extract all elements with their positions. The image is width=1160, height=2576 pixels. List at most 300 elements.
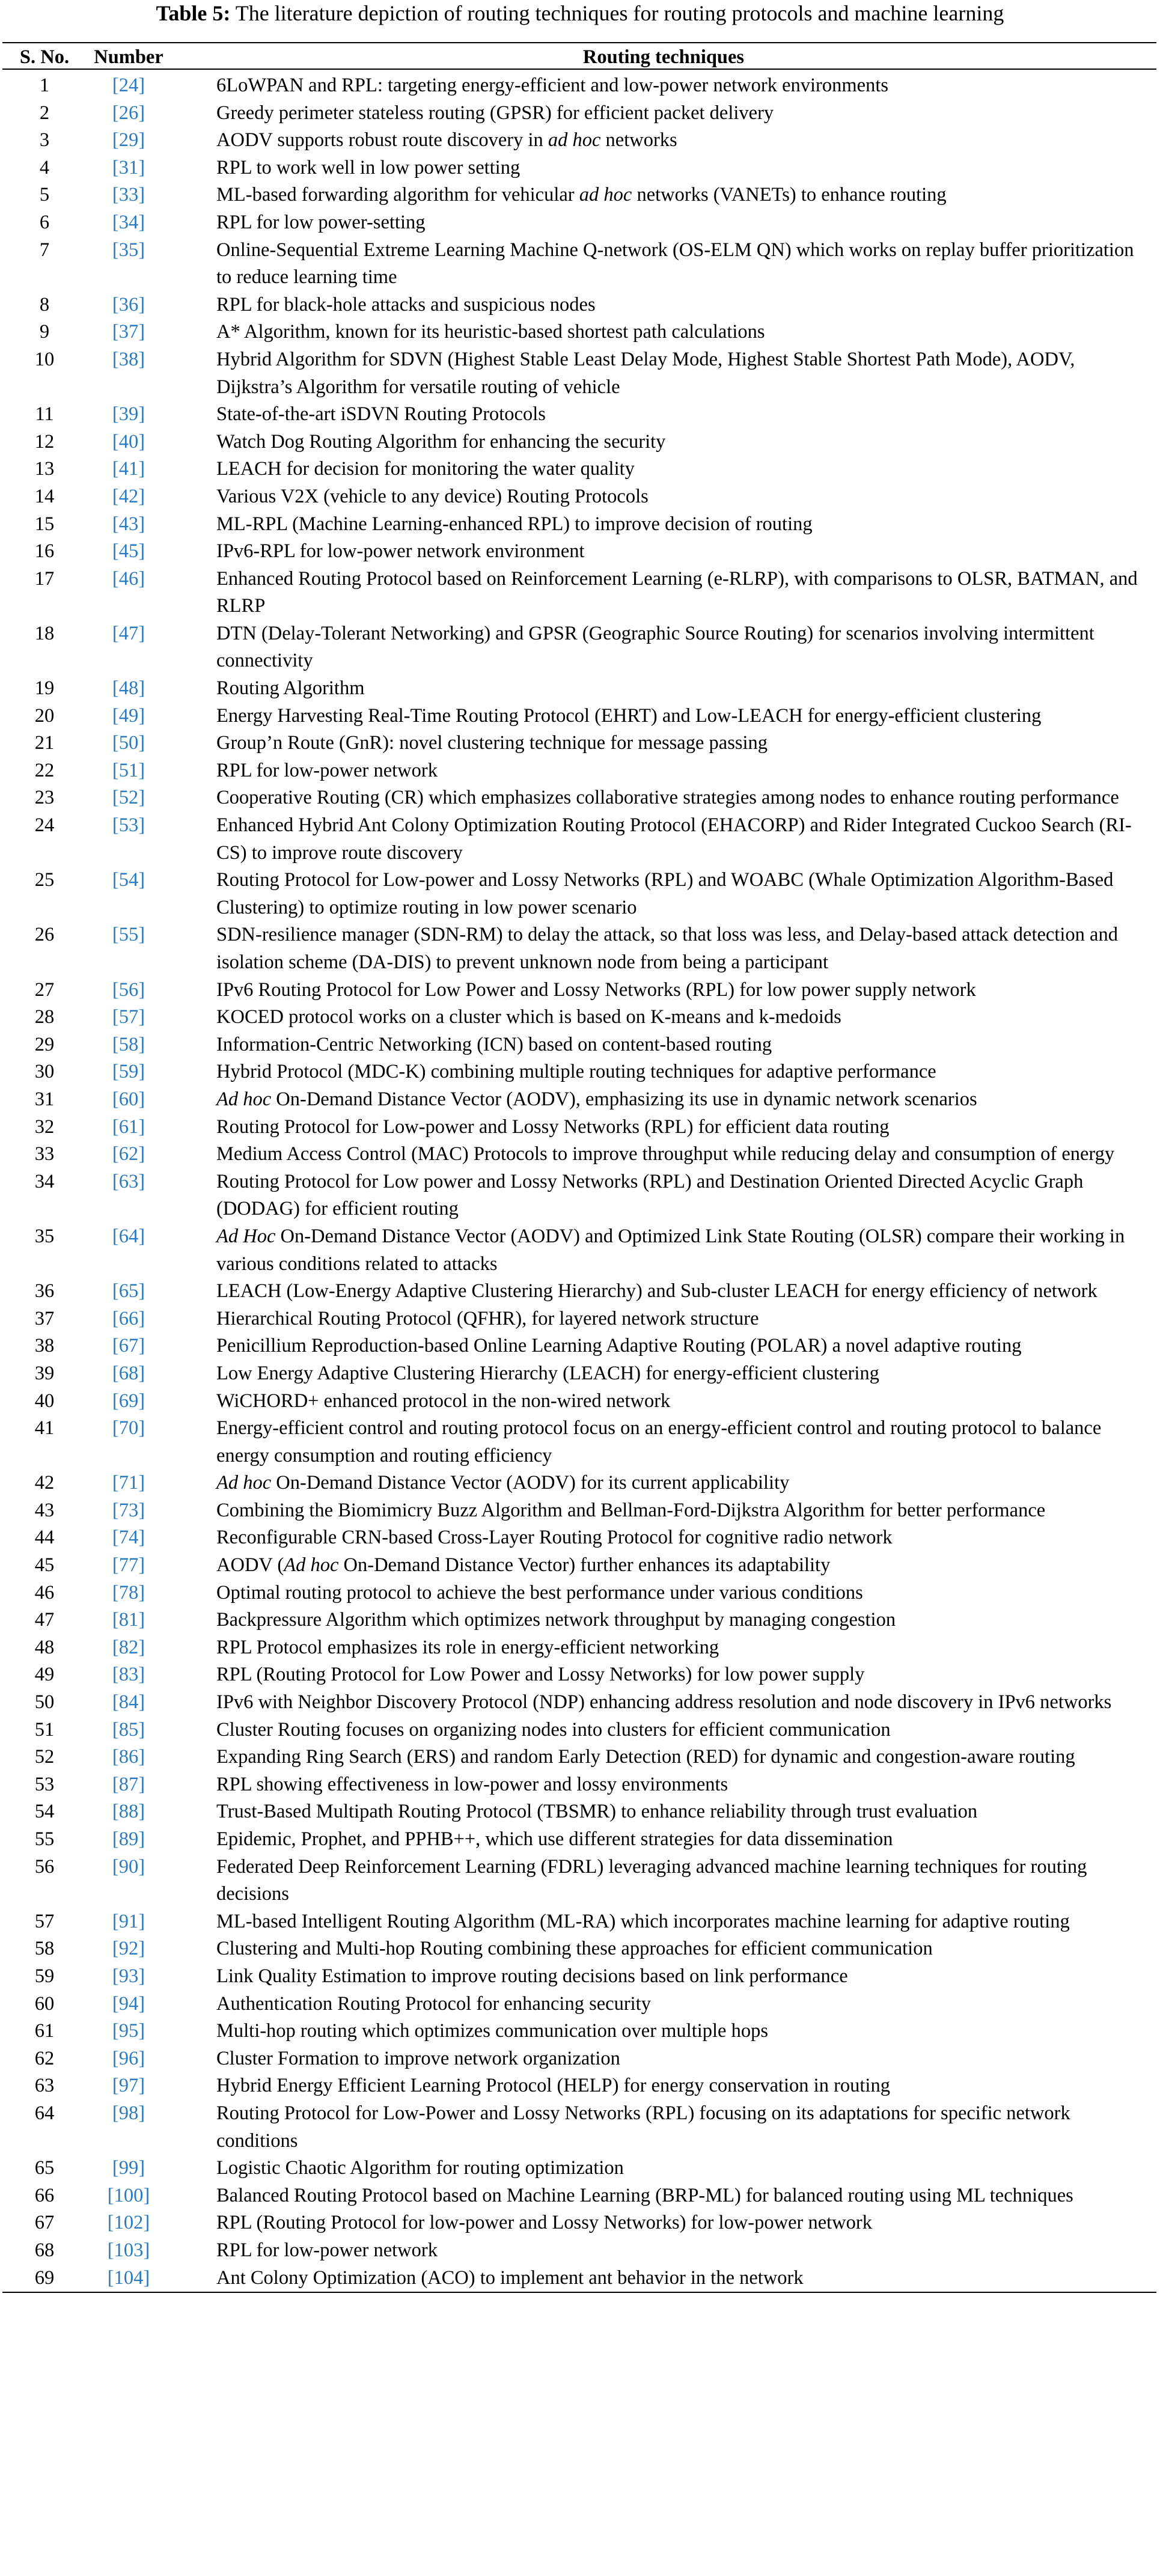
table-row <box>2 1168 1156 1223</box>
reference-link[interactable]: 49 <box>118 704 139 727</box>
row-routing-technique: Hybrid Protocol (MDC-K) combining multiple routing techniques for adaptive performance <box>216 1061 936 1083</box>
reference-link[interactable]: 87 <box>118 1773 139 1795</box>
row-serial-number: 8 <box>39 293 50 316</box>
table-row <box>2 1689 1156 1717</box>
row-reference-cell: [33] <box>112 184 145 206</box>
reference-link[interactable]: 39 <box>118 403 139 426</box>
row-reference-cell: [52] <box>112 787 145 809</box>
table-caption <box>0 1 1160 25</box>
table-row <box>2 784 1156 812</box>
reference-link[interactable]: 83 <box>118 1664 139 1686</box>
reference-link[interactable]: 40 <box>118 430 139 453</box>
row-reference-cell: [49] <box>112 704 145 727</box>
table-row <box>2 1305 1156 1333</box>
row-reference-cell: [35] <box>112 239 145 261</box>
row-routing-technique: ML-RPL (Machine Learning-enhanced RPL) to improve decision of routing <box>216 513 813 535</box>
row-routing-technique: Multi-hop routing which optimizes communication over multiple hops <box>216 2020 768 2042</box>
row-routing-technique: Hierarchical Routing Protocol (QFHR), for layered network structure <box>216 1307 759 1329</box>
table-row <box>2 757 1156 785</box>
reference-link[interactable]: 88 <box>118 1801 139 1823</box>
row-routing-technique: Optimal routing protocol to achieve the best performance under various conditions <box>216 1581 863 1604</box>
table-row <box>2 2045 1156 2073</box>
row-serial-number: 56 <box>34 1855 55 1878</box>
table-row <box>2 1963 1156 1991</box>
row-routing-technique: Backpressure Algorithm which optimizes network throughput by managing congestion <box>216 1609 896 1631</box>
reference-link[interactable]: 98 <box>118 2102 139 2124</box>
reference-link[interactable]: 58 <box>118 1033 139 1055</box>
table-row <box>2 1114 1156 1141</box>
reference-link[interactable]: 35 <box>118 239 139 261</box>
row-routing-technique: Cluster Formation to improve network organization <box>216 2047 620 2069</box>
row-routing-technique: Reconfigurable CRN-based Cross-Layer Routing Protocol for cognitive radio network <box>216 1527 893 1549</box>
table-row <box>2 1744 1156 1771</box>
row-serial-number: 62 <box>34 2047 55 2069</box>
row-routing-technique: RPL Protocol emphasizes its role in energy-efficient networking <box>216 1636 719 1658</box>
row-serial-number: 53 <box>34 1773 55 1795</box>
table-row <box>2 921 1156 976</box>
row-serial-number: 47 <box>34 1609 55 1631</box>
reference-link[interactable]: 38 <box>118 348 139 370</box>
row-serial-number: 25 <box>34 869 55 891</box>
row-serial-number: 29 <box>34 1033 55 1055</box>
reference-link[interactable]: 56 <box>118 978 139 1001</box>
row-serial-number: 66 <box>34 2184 55 2206</box>
row-serial-number: 2 <box>39 102 50 124</box>
row-routing-technique: Group’n Route (GnR): novel clustering technique for message passing <box>216 732 768 754</box>
caption-text: The literature depiction of routing techniques for routing protocols and machine learning <box>235 1 1004 25</box>
row-routing-technique: Medium Access Control (MAC) Protocols to improve throughput while reducing delay and consumption of energy <box>216 1143 1115 1165</box>
row-serial-number: 48 <box>34 1636 55 1658</box>
table-row <box>2 1278 1156 1305</box>
row-routing-technique: RPL for low-power network <box>216 2239 438 2261</box>
row-serial-number: 37 <box>34 1307 55 1329</box>
table-row <box>2 127 1156 154</box>
row-reference-cell: [89] <box>112 1828 145 1850</box>
row-routing-technique: AODV supports robust route discovery in ad hoc networks <box>216 129 677 151</box>
row-serial-number: 68 <box>34 2239 55 2261</box>
row-serial-number: 3 <box>39 129 50 151</box>
reference-link[interactable]: 77 <box>118 1554 139 1576</box>
reference-link[interactable]: 73 <box>118 1499 139 1521</box>
row-routing-technique: Online-Sequential Extreme Learning Machine Q-network (OS-ELM QN) which works on replay buffer prioritization to reduce learning time <box>216 239 1134 288</box>
reference-link[interactable]: 63 <box>118 1170 139 1192</box>
row-routing-technique: Federated Deep Reinforcement Learning (FDRL) leveraging advanced machine learning techniques for routing decisions <box>216 1855 1087 1905</box>
row-routing-technique: Ad hoc On-Demand Distance Vector (AODV) for its current applicability <box>216 1472 790 1494</box>
row-serial-number: 38 <box>34 1335 55 1357</box>
row-reference-cell: [73] <box>112 1499 145 1521</box>
table-row <box>2 182 1156 209</box>
row-routing-technique: Routing Protocol for Low-power and Lossy Networks (RPL) and WOABC (Whale Optimization Algorithm-Based Clustering) to optimize routing in low power scenario <box>216 869 1114 918</box>
reference-link[interactable]: 31 <box>118 156 139 179</box>
row-routing-technique: Ad hoc On-Demand Distance Vector (AODV), emphasizing its use in dynamic network scenarios <box>216 1088 977 1110</box>
table-row <box>2 154 1156 182</box>
row-routing-technique: Information-Centric Networking (ICN) based on content-based routing <box>216 1033 772 1055</box>
row-routing-technique: Routing Protocol for Low power and Lossy Networks (RPL) and Destination Oriented Directed Acyclic Graph (DODAG) for efficient routing <box>216 1170 1084 1220</box>
reference-link[interactable]: 60 <box>118 1088 139 1110</box>
reference-link[interactable]: 61 <box>118 1116 139 1138</box>
row-reference-cell: [26] <box>112 102 145 124</box>
row-reference-cell: [78] <box>112 1581 145 1604</box>
row-routing-technique: RPL for black-hole attacks and suspicious nodes <box>216 293 596 316</box>
reference-link[interactable]: 67 <box>118 1335 139 1357</box>
row-serial-number: 19 <box>34 677 55 700</box>
reference-link[interactable]: 62 <box>118 1143 139 1165</box>
row-routing-technique: Energy Harvesting Real-Time Routing Protocol (EHRT) and Low-LEACH for energy-efficient clustering <box>216 704 1042 727</box>
row-reference-cell: [61] <box>112 1116 145 1138</box>
row-reference-cell: [68] <box>112 1362 145 1384</box>
table-row <box>2 319 1156 346</box>
table-row <box>2 69 1156 100</box>
row-routing-technique: Low Energy Adaptive Clustering Hierarchy (LEACH) for energy-efficient clustering <box>216 1362 879 1384</box>
row-routing-technique: Enhanced Routing Protocol based on Reinforcement Learning (e-RLRP), with comparisons to OLSR, BATMAN, and RLRP <box>216 567 1138 617</box>
table-row <box>2 100 1156 127</box>
row-serial-number: 39 <box>34 1362 55 1384</box>
row-serial-number: 43 <box>34 1499 55 1521</box>
table-row <box>2 1552 1156 1579</box>
row-serial-number: 11 <box>35 403 54 426</box>
table-row <box>2 620 1156 675</box>
reference-link[interactable]: 71 <box>118 1472 139 1494</box>
row-serial-number: 30 <box>34 1061 55 1083</box>
row-reference-cell: [103] <box>107 2239 150 2261</box>
table-row <box>2 1634 1156 1662</box>
reference-link[interactable]: 33 <box>118 184 139 206</box>
row-reference-cell: [104] <box>107 2266 150 2289</box>
row-reference-cell: [95] <box>112 2020 145 2042</box>
row-routing-technique: 6LoWPAN and RPL: targeting energy-efficient and low-power network environments <box>216 75 888 96</box>
table-row <box>2 2237 1156 2265</box>
row-serial-number: 16 <box>34 540 55 563</box>
row-serial-number: 27 <box>34 978 55 1001</box>
table-row <box>2 1935 1156 1963</box>
table-row <box>2 566 1156 620</box>
reference-link[interactable]: 78 <box>118 1581 139 1604</box>
row-serial-number: 20 <box>34 704 55 727</box>
row-reference-cell: [74] <box>112 1527 145 1549</box>
row-routing-technique: RPL for low power-setting <box>216 211 426 233</box>
reference-link[interactable]: 51 <box>118 759 139 781</box>
row-reference-cell: [90] <box>112 1855 145 1878</box>
row-routing-technique: AODV (Ad hoc On-Demand Distance Vector) further enhances its adaptability <box>216 1554 831 1576</box>
row-routing-technique: A* Algorithm, known for its heuristic-based shortest path calculations <box>216 321 765 343</box>
row-serial-number: 22 <box>34 759 55 781</box>
row-reference-cell: [62] <box>112 1143 145 1165</box>
row-serial-number: 4 <box>39 156 50 179</box>
row-serial-number: 24 <box>34 814 55 837</box>
row-routing-technique: Combining the Biomimicry Buzz Algorithm and Bellman-Ford-Dijkstra Algorithm for better performance <box>216 1499 1046 1521</box>
row-serial-number: 61 <box>34 2020 55 2042</box>
row-serial-number: 63 <box>34 2075 55 2097</box>
row-serial-number: 7 <box>39 239 50 261</box>
row-serial-number: 18 <box>34 622 55 644</box>
row-routing-technique: Various V2X (vehicle to any device) Routing Protocols <box>216 485 649 507</box>
row-reference-cell: [43] <box>112 513 145 535</box>
row-reference-cell: [57] <box>112 1006 145 1028</box>
row-serial-number: 40 <box>34 1390 55 1412</box>
table-row <box>2 209 1156 237</box>
row-serial-number: 1 <box>39 75 50 96</box>
row-serial-number: 46 <box>34 1581 55 1604</box>
reference-link[interactable]: 84 <box>118 1691 139 1714</box>
row-reference-cell: [65] <box>112 1280 145 1302</box>
row-reference-cell: [102] <box>107 2212 150 2234</box>
reference-link[interactable]: 57 <box>118 1006 139 1028</box>
header-routing-techniques: Routing techniques <box>582 46 745 68</box>
reference-link[interactable]: 104 <box>114 2266 144 2289</box>
table-row <box>2 1991 1156 2018</box>
table-row <box>2 1854 1156 1908</box>
reference-link[interactable]: 82 <box>118 1636 139 1658</box>
table-row <box>2 1058 1156 1086</box>
reference-link[interactable]: 42 <box>118 485 139 507</box>
row-routing-technique: IPv6 Routing Protocol for Low Power and Lossy Networks (RPL) for low power supply network <box>216 978 976 1001</box>
table-row <box>2 291 1156 319</box>
reference-link[interactable]: 34 <box>118 211 139 233</box>
row-routing-technique: Energy-efficient control and routing protocol focus on an energy-efficient control and routing protocol to balance energy consumption and routing efficiency <box>216 1417 1102 1467</box>
row-routing-technique: Greedy perimeter stateless routing (GPSR) for efficient packet delivery <box>216 102 774 124</box>
reference-link[interactable]: 26 <box>118 102 139 124</box>
row-serial-number: 45 <box>34 1554 55 1576</box>
table-row <box>2 1415 1156 1470</box>
row-serial-number: 13 <box>34 458 55 480</box>
row-reference-cell: [47] <box>112 622 145 644</box>
reference-link[interactable]: 65 <box>118 1280 139 1302</box>
row-routing-technique: IPv6 with Neighbor Discovery Protocol (NDP) enhancing address resolution and node discovery in IPv6 networks <box>216 1691 1112 1714</box>
row-routing-technique: Epidemic, Prophet, and PPHB++, which use different strategies for data dissemination <box>216 1828 893 1850</box>
routing-techniques-table <box>2 42 1156 2293</box>
reference-link[interactable]: 74 <box>118 1527 139 1549</box>
row-reference-cell: [83] <box>112 1664 145 1686</box>
row-reference-cell: [87] <box>112 1773 145 1795</box>
row-routing-technique: RPL to work well in low power setting <box>216 156 520 179</box>
table-row <box>2 1717 1156 1744</box>
row-routing-technique: WiCHORD+ enhanced protocol in the non-wired network <box>216 1390 671 1412</box>
reference-link[interactable]: 91 <box>118 1910 139 1932</box>
row-reference-cell: [84] <box>112 1691 145 1714</box>
reference-link[interactable]: 103 <box>114 2239 144 2261</box>
reference-link[interactable]: 85 <box>118 1718 139 1741</box>
reference-link[interactable]: 41 <box>118 458 139 480</box>
reference-link[interactable]: 94 <box>118 1992 139 2015</box>
row-routing-technique: Routing Protocol for Low-Power and Lossy Networks (RPL) focusing on its adaptations for specific network conditions <box>216 2102 1070 2152</box>
reference-link[interactable]: 97 <box>118 2075 139 2097</box>
row-reference-cell: [88] <box>112 1801 145 1823</box>
row-routing-technique: Cooperative Routing (CR) which emphasizes collaborative strategies among nodes to enhance routing performance <box>216 787 1119 809</box>
row-routing-technique: ML-based forwarding algorithm for vehicular ad hoc networks (VANETs) to enhance routing <box>216 184 947 206</box>
reference-link[interactable]: 96 <box>118 2047 139 2069</box>
row-routing-technique: Hybrid Energy Efficient Learning Protocol (HELP) for energy conservation in routing <box>216 2075 890 2097</box>
row-reference-cell: [91] <box>112 1910 145 1932</box>
reference-link[interactable]: 66 <box>118 1307 139 1329</box>
reference-link[interactable]: 29 <box>118 129 139 151</box>
row-reference-cell: [42] <box>112 485 145 507</box>
table-row <box>2 1497 1156 1525</box>
reference-link[interactable]: 50 <box>118 732 139 754</box>
row-serial-number: 15 <box>34 513 55 535</box>
row-serial-number: 36 <box>34 1280 55 1302</box>
reference-link[interactable]: 37 <box>118 321 139 343</box>
row-routing-technique: Expanding Ring Search (ERS) and random Early Detection (RED) for dynamic and congestion-aware routing <box>216 1746 1075 1768</box>
row-routing-technique: Enhanced Hybrid Ant Colony Optimization Routing Protocol (EHACORP) and Rider Integrated Cuckoo Search (RI-CS) to improve route discovery <box>216 814 1132 864</box>
reference-link[interactable]: 48 <box>118 677 139 700</box>
reference-link[interactable]: 95 <box>118 2020 139 2042</box>
reference-link[interactable]: 90 <box>118 1855 139 1878</box>
row-serial-number: 57 <box>34 1910 55 1932</box>
row-routing-technique: Trust-Based Multipath Routing Protocol (TBSMR) to enhance reliability through trust evaluation <box>216 1801 978 1823</box>
reference-link[interactable]: 99 <box>118 2157 139 2179</box>
table-row <box>2 703 1156 730</box>
table-row <box>2 1524 1156 1552</box>
row-reference-cell: [53] <box>112 814 145 837</box>
row-routing-technique: RPL for low-power network <box>216 759 438 781</box>
row-serial-number: 17 <box>34 567 55 590</box>
row-serial-number: 26 <box>34 924 55 946</box>
row-serial-number: 28 <box>34 1006 55 1028</box>
reference-link[interactable]: 54 <box>118 869 139 891</box>
table-row <box>2 1661 1156 1689</box>
row-routing-technique: Cluster Routing focuses on organizing nodes into clusters for efficient communication <box>216 1718 891 1741</box>
reference-link[interactable]: 68 <box>118 1362 139 1384</box>
row-reference-cell: [41] <box>112 458 145 480</box>
row-reference-cell: [39] <box>112 403 145 426</box>
table-row <box>2 1826 1156 1854</box>
row-serial-number: 52 <box>34 1746 55 1768</box>
table-row <box>2 867 1156 921</box>
table-row <box>2 1908 1156 1936</box>
row-reference-cell: [59] <box>112 1061 145 1083</box>
row-reference-cell: [34] <box>112 211 145 233</box>
row-reference-cell: [40] <box>112 430 145 453</box>
row-reference-cell: [100] <box>107 2184 150 2206</box>
row-routing-technique: IPv6-RPL for low-power network environment <box>216 540 585 563</box>
table-row <box>2 1004 1156 1031</box>
row-routing-technique: RPL (Routing Protocol for low-power and Lossy Networks) for low-power network <box>216 2212 872 2234</box>
reference-link[interactable]: 86 <box>118 1746 139 1768</box>
row-serial-number: 69 <box>34 2266 55 2289</box>
reference-link[interactable]: 64 <box>118 1225 139 1247</box>
row-reference-cell: [38] <box>112 348 145 370</box>
row-reference-cell: [56] <box>112 978 145 1001</box>
row-reference-cell: [86] <box>112 1746 145 1768</box>
row-routing-technique: Watch Dog Routing Algorithm for enhancing the security <box>216 430 666 453</box>
table-row <box>2 1223 1156 1278</box>
row-routing-technique: KOCED protocol works on a cluster which is based on K-means and k-medoids <box>216 1006 841 1028</box>
row-reference-cell: [85] <box>112 1718 145 1741</box>
row-routing-technique: Routing Protocol for Low-power and Lossy Networks (RPL) for efficient data routing <box>216 1116 890 1138</box>
table-row <box>2 2182 1156 2210</box>
table-row <box>2 1031 1156 1059</box>
header-sno: S. No. <box>19 46 70 68</box>
reference-link[interactable]: 46 <box>118 567 139 590</box>
row-reference-cell: [66] <box>112 1307 145 1329</box>
row-reference-cell: [69] <box>112 1390 145 1412</box>
reference-link[interactable]: 69 <box>118 1390 139 1412</box>
row-reference-cell: [81] <box>112 1609 145 1631</box>
reference-link[interactable]: 36 <box>118 293 139 316</box>
reference-link[interactable]: 53 <box>118 814 139 837</box>
reference-link[interactable]: 52 <box>118 787 139 809</box>
row-serial-number: 34 <box>34 1170 55 1192</box>
table-label: Table 5: <box>156 1 231 25</box>
row-reference-cell: [31] <box>112 156 145 179</box>
reference-link[interactable]: 70 <box>118 1417 139 1439</box>
reference-link[interactable]: 47 <box>118 622 139 644</box>
row-reference-cell: [36] <box>112 293 145 316</box>
row-serial-number: 35 <box>34 1225 55 1247</box>
row-reference-cell: [77] <box>112 1554 145 1576</box>
row-reference-cell: [54] <box>112 869 145 891</box>
table-row <box>2 1771 1156 1799</box>
table-row <box>2 1086 1156 1114</box>
table-row <box>2 1470 1156 1497</box>
row-routing-technique: Hybrid Algorithm for SDVN (Highest Stable Least Delay Mode, Highest Stable Shortest Path Mode), AODV, Dijkstra’s Algorithm for versatile routing of vehicle <box>216 348 1075 398</box>
reference-link[interactable]: 59 <box>118 1061 139 1083</box>
table-row <box>2 1141 1156 1168</box>
row-serial-number: 14 <box>34 485 55 507</box>
row-serial-number: 12 <box>34 430 55 453</box>
reference-link[interactable]: 45 <box>118 540 139 563</box>
reference-link[interactable]: 92 <box>118 1938 139 1960</box>
row-reference-cell: [55] <box>112 924 145 946</box>
table-row <box>2 511 1156 539</box>
table-row <box>2 812 1156 867</box>
row-reference-cell: [96] <box>112 2047 145 2069</box>
reference-link[interactable]: 89 <box>118 1828 139 1850</box>
reference-link[interactable]: 100 <box>114 2184 144 2206</box>
reference-link[interactable]: 81 <box>118 1609 139 1631</box>
row-routing-technique: RPL showing effectiveness in low-power and lossy environments <box>216 1773 728 1795</box>
row-reference-cell: [46] <box>112 567 145 590</box>
row-serial-number: 65 <box>34 2157 55 2179</box>
reference-link[interactable]: 93 <box>118 1965 139 1987</box>
row-routing-technique: Authentication Routing Protocol for enhancing security <box>216 1992 651 2015</box>
row-routing-technique: ML-based Intelligent Routing Algorithm (ML-RA) which incorporates machine learning for adaptive routing <box>216 1910 1070 1932</box>
table-row <box>2 1579 1156 1607</box>
row-serial-number: 9 <box>39 321 50 343</box>
row-serial-number: 64 <box>34 2102 55 2124</box>
table-row <box>2 2155 1156 2182</box>
row-reference-cell: [24] <box>112 75 145 96</box>
row-serial-number: 23 <box>34 787 55 809</box>
table-row <box>2 2072 1156 2100</box>
row-reference-cell: [64] <box>112 1225 145 1247</box>
row-reference-cell: [63] <box>112 1170 145 1192</box>
row-routing-technique: State-of-the-art iSDVN Routing Protocols <box>216 403 546 426</box>
row-serial-number: 67 <box>34 2212 55 2234</box>
row-reference-cell: [48] <box>112 677 145 700</box>
reference-link[interactable]: 102 <box>114 2212 144 2234</box>
table-row <box>2 730 1156 757</box>
row-reference-cell: [50] <box>112 732 145 754</box>
row-reference-cell: [93] <box>112 1965 145 1987</box>
table-row <box>2 1388 1156 1415</box>
table-row <box>2 483 1156 511</box>
row-serial-number: 31 <box>34 1088 55 1110</box>
row-reference-cell: [45] <box>112 540 145 563</box>
reference-link[interactable]: 24 <box>118 75 139 96</box>
row-serial-number: 5 <box>39 184 50 206</box>
reference-link[interactable]: 43 <box>118 513 139 535</box>
table-row <box>2 2265 1156 2293</box>
reference-link[interactable]: 55 <box>118 924 139 946</box>
row-reference-cell: [67] <box>112 1335 145 1357</box>
table-row <box>2 237 1156 291</box>
table-row <box>2 401 1156 429</box>
row-serial-number: 50 <box>34 1691 55 1714</box>
row-serial-number: 55 <box>34 1828 55 1850</box>
table-row <box>2 346 1156 401</box>
row-serial-number: 51 <box>34 1718 55 1741</box>
